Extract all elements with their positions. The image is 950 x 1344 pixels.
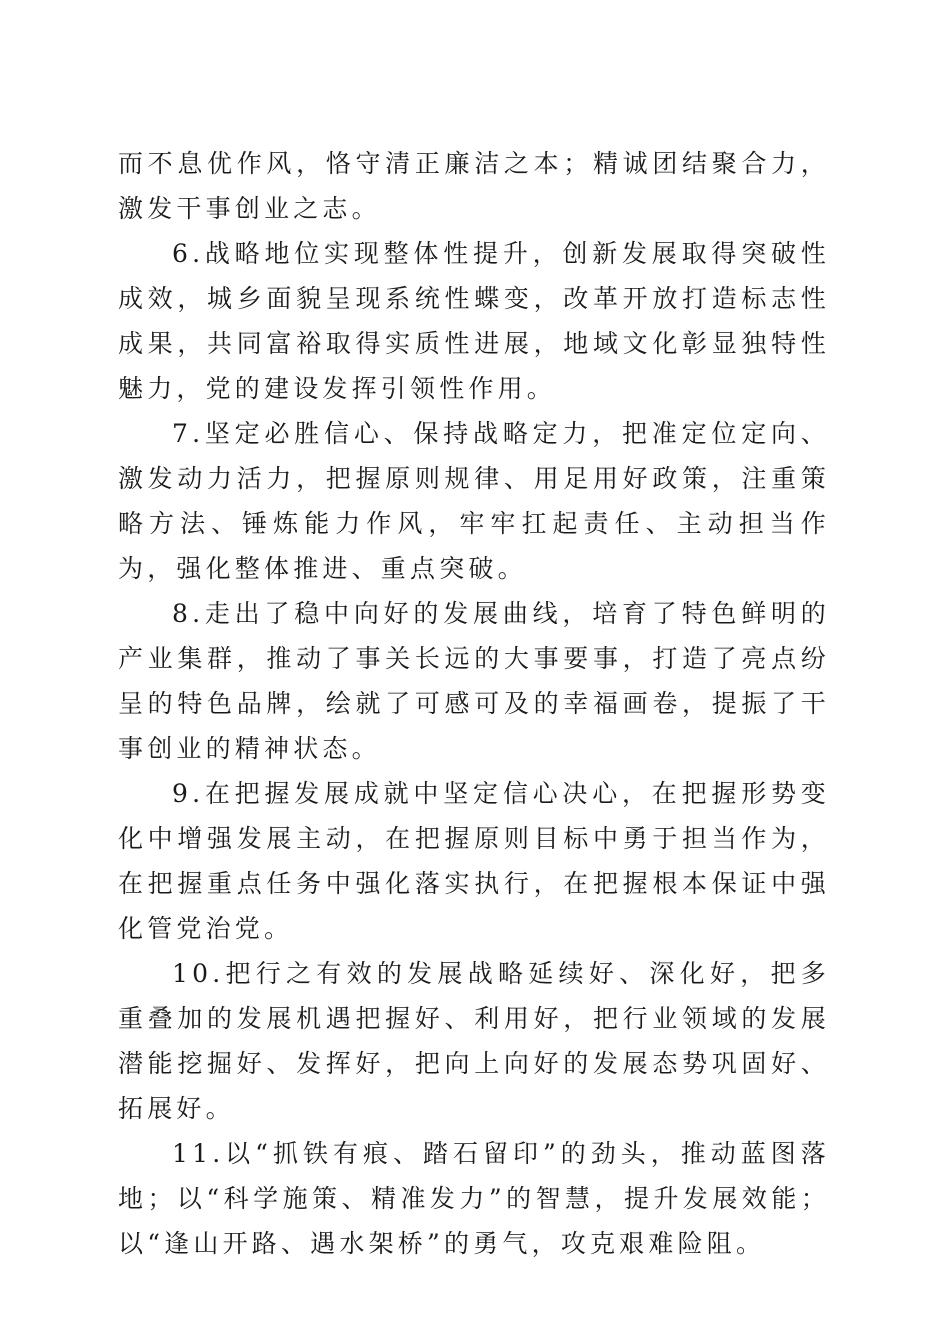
paragraph-item-7: 7.坚定必胜信心、保持战略定力，把准定位定向、激发动力活力，把握原则规律、用足用好政策，注重策略方法、锤炼能力作风，牢牢扛起责任、主动担当作为，强化整体推进、重点突破。 [118,419,830,583]
paragraph-item-11: 11.以“抓铁有痕、踏石留印”的劲头，推动蓝图落地；以“科学施策、精准发力”的智慧，提升发展效能；以“逢山开路、遇水架桥”的勇气，攻克艰难险阻。 [118,1139,830,1258]
paragraph-item-8: 8.走出了稳中向好的发展曲线，培育了特色鲜明的产业集群，推动了事关长远的大事要事，打造了亮点纷呈的特色品牌，绘就了可感可及的幸福画卷，提振了干事创业的精神状态。 [118,599,830,763]
paragraph-item-9: 9.在把握发展成就中坚定信心决心，在把握形势变化中增强发展主动，在把握原则目标中勇于担当作为，在把握重点任务中强化落实执行，在把握根本保证中强化管党治党。 [118,779,830,943]
document-body [118,141,830,1266]
paragraph-item-10: 10.把行之有效的发展战略延续好、深化好，把多重叠加的发展机遇把握好、利用好，把行业领域的发展潜能挖掘好、发挥好，把向上向好的发展态势巩固好、拓展好。 [118,959,830,1123]
paragraph-continuation: 而不息优作风，恪守清正廉洁之本；精诚团结聚合力，激发干事创业之志。 [118,149,830,223]
paragraph-item-6: 6.战略地位实现整体性提升，创新发展取得突破性成效，城乡面貌呈现系统性蝶变，改革开放打造标志性成果，共同富裕取得实质性进展，地域文化彰显独特性魅力，党的建设发挥引领性作用。 [118,239,830,403]
